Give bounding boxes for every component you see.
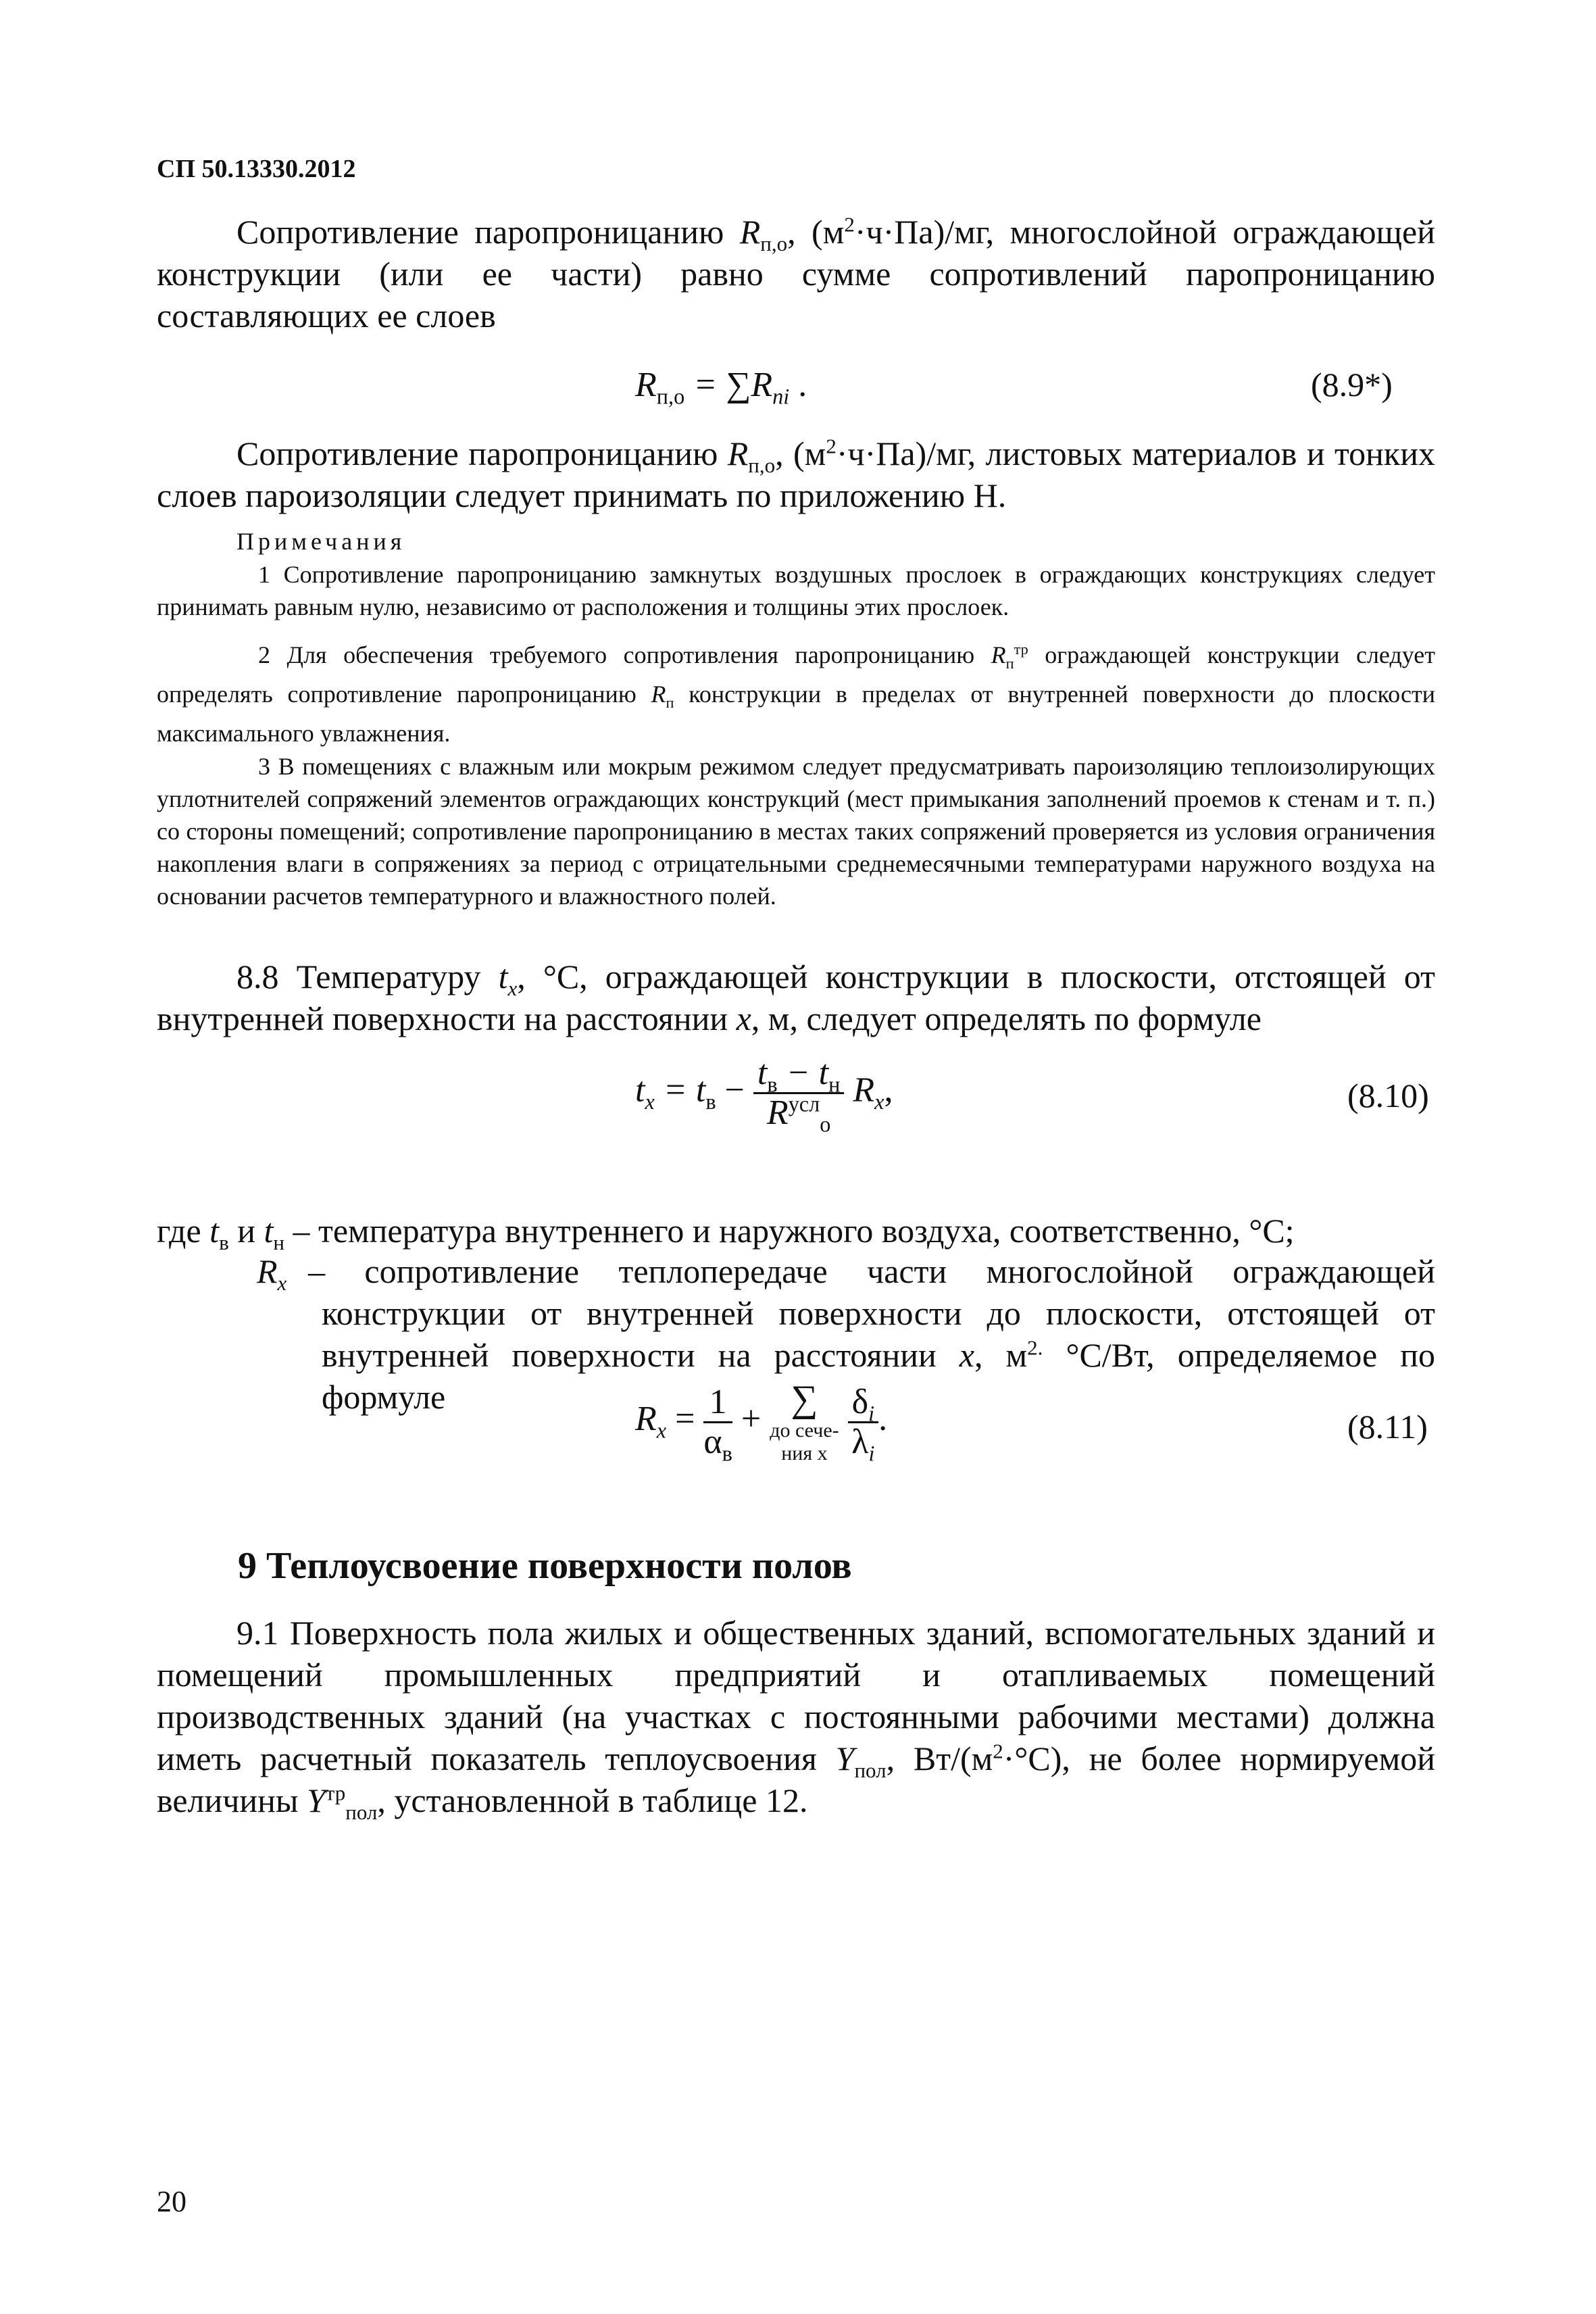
where-clause-rx: – сопротивление теплопередаче части многослойной ограждающей конструкции от внутренней поверхности до плоскости, отстоящей от внутренней поверхности на расстоянии x, $м^{2.}$ °С/Вт, определяемое по формуле	[308, 1252, 1435, 1416]
document-code: СП 50.13330.2012	[157, 155, 356, 183]
section-title-9: 9 Теплоусвоение поверхности полов	[238, 1545, 852, 1587]
formula-8-11: $R_x$ = $\frac{1}{\alpha_в}$ + ∑ до сече- ния x $\frac{\delta_i}{\lambda_i}$ .	[635, 1378, 888, 1465]
paragraph-vapor-resistance-sheets: Сопротивление паропроницанию $R_{п,о}$, $(м^2\cdot ч\cdot Па)/мг$, листовых материалов и тонких слоев пароизоляции следует принимать по приложению Н.	[157, 434, 1435, 514]
formula-8-9: $R_{п,о} = \sum R_{ni}$ .	[635, 366, 807, 409]
where-clause-temperatures: где $t_в$ и $t_н$ – температура внутреннего и наружного воздуха, соответственно, °С;	[157, 1212, 1295, 1254]
note-1: 1 Сопротивление паропроницанию замкнутых воздушных прослоек в ограждающих конструкциях следует принимать равным нулю, независимо от расположения и толщины этих прослоек.	[157, 561, 1435, 620]
fraction-delta-over-lambda: $\frac{\delta_i}{\lambda_i}$	[848, 1383, 878, 1461]
formula-8-10: $t_x = t_в$ − $\frac{t_в - t_н}{R^{усл}_о}$ $R_x$,	[635, 1054, 893, 1137]
paragraph-vapor-resistance-multilayer: Сопротивление паропроницанию $R_{п,о}$, $(м^2\cdot ч\cdot Па)/мг$, многослойной ограждающей конструкции (или ее части) равно сумме сопротивлений паропроницанию составляющих ее слоев	[157, 212, 1436, 335]
fraction-temperature: $\frac{t_в - t_н}{R^{усл}_о}$	[753, 1054, 845, 1132]
note-2: 2 Для обеспечения требуемого сопротивления паропроницанию $R_п^{тр}$ ограждающей конструкции следует определять сопротивление паропроницанию $R_п$ конструкции в пределах от внутренней поверхности до плоскости максимального увлажнения.	[157, 641, 1435, 747]
equation-number-8-9: (8.9*)	[1311, 366, 1393, 403]
where-rx-symbol: $R_x$	[257, 1252, 287, 1295]
page-number: 20	[157, 2185, 186, 2218]
paragraph-9-1: 9.1 Поверхность пола жилых и общественных зданий, вспомогательных зданий и помещений промышленных предприятий и отапливаемых помещений производственных зданий (на участках с постоянными рабочими местами) должна иметь расчетный показатель теплоусвоения $Y_{пол}$, $Вт/(м^2\cdot^\circ С)$, не более нормируемой величины $Y^{тр}_{пол}$, установленной в таблице 12.	[157, 1614, 1435, 1824]
notes-heading: Примечания	[236, 528, 406, 555]
paragraph-8-8: 8.8 Температуру $t_x$, °С, ограждающей конструкции в плоскости, отстоящей от внутренней поверхности на расстоянии x, м, следует определять по формуле	[157, 958, 1435, 1037]
equation-number-8-11: (8.11)	[1347, 1408, 1428, 1446]
equation-number-8-10: (8.10)	[1347, 1077, 1429, 1114]
sum-operator: ∑ до сече- ния x	[770, 1378, 839, 1464]
note-3: 3 В помещениях с влажным или мокрым режимом следует предусматривать пароизоляцию теплоизолирующих уплотнителей сопряжений элементов ограждающих конструкций (мест примыкания заполнений проемов к стенам и т. п.) со стороны помещений; сопротивление паропроницанию в местах таких сопряжений проверяется из условия ограничения накопления влаги в сопряжениях за период с отрицательными среднемесячными температурами наружного воздуха на основании расчетов температурного и влажностного полей.	[157, 753, 1435, 910]
fraction-one-over-alpha: $\frac{1}{\alpha_в}$	[703, 1382, 732, 1465]
